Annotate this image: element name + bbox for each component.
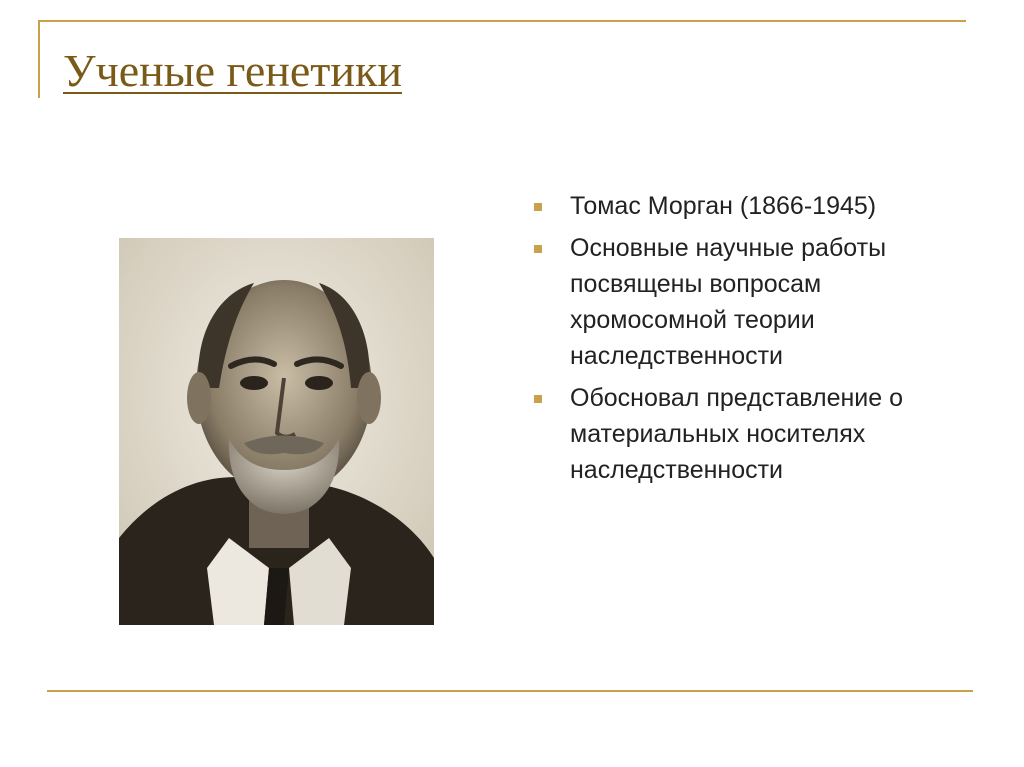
portrait-image: [119, 238, 434, 625]
square-bullet-icon: [534, 395, 542, 403]
square-bullet-icon: [534, 203, 542, 211]
bullet-item: [530, 380, 980, 488]
bottom-divider: [47, 690, 973, 692]
bullet-item: [530, 188, 980, 224]
bullet-list: [530, 188, 980, 494]
bullet-text: Томас Морган (1866-1945): [570, 192, 877, 220]
bullet-item: [530, 230, 980, 374]
frame-left-line: [38, 20, 40, 98]
bullet-text: Основные научные работы посвящены вопросам хромосомной теории наследственности: [570, 234, 887, 370]
bullet-text: Обосновал представление о материальных носителях наследственности: [570, 384, 903, 484]
square-bullet-icon: [534, 245, 542, 253]
portrait-drawing: [119, 238, 434, 625]
frame-top-line: [38, 20, 966, 22]
slide-title: Ученые генетики: [63, 45, 402, 96]
